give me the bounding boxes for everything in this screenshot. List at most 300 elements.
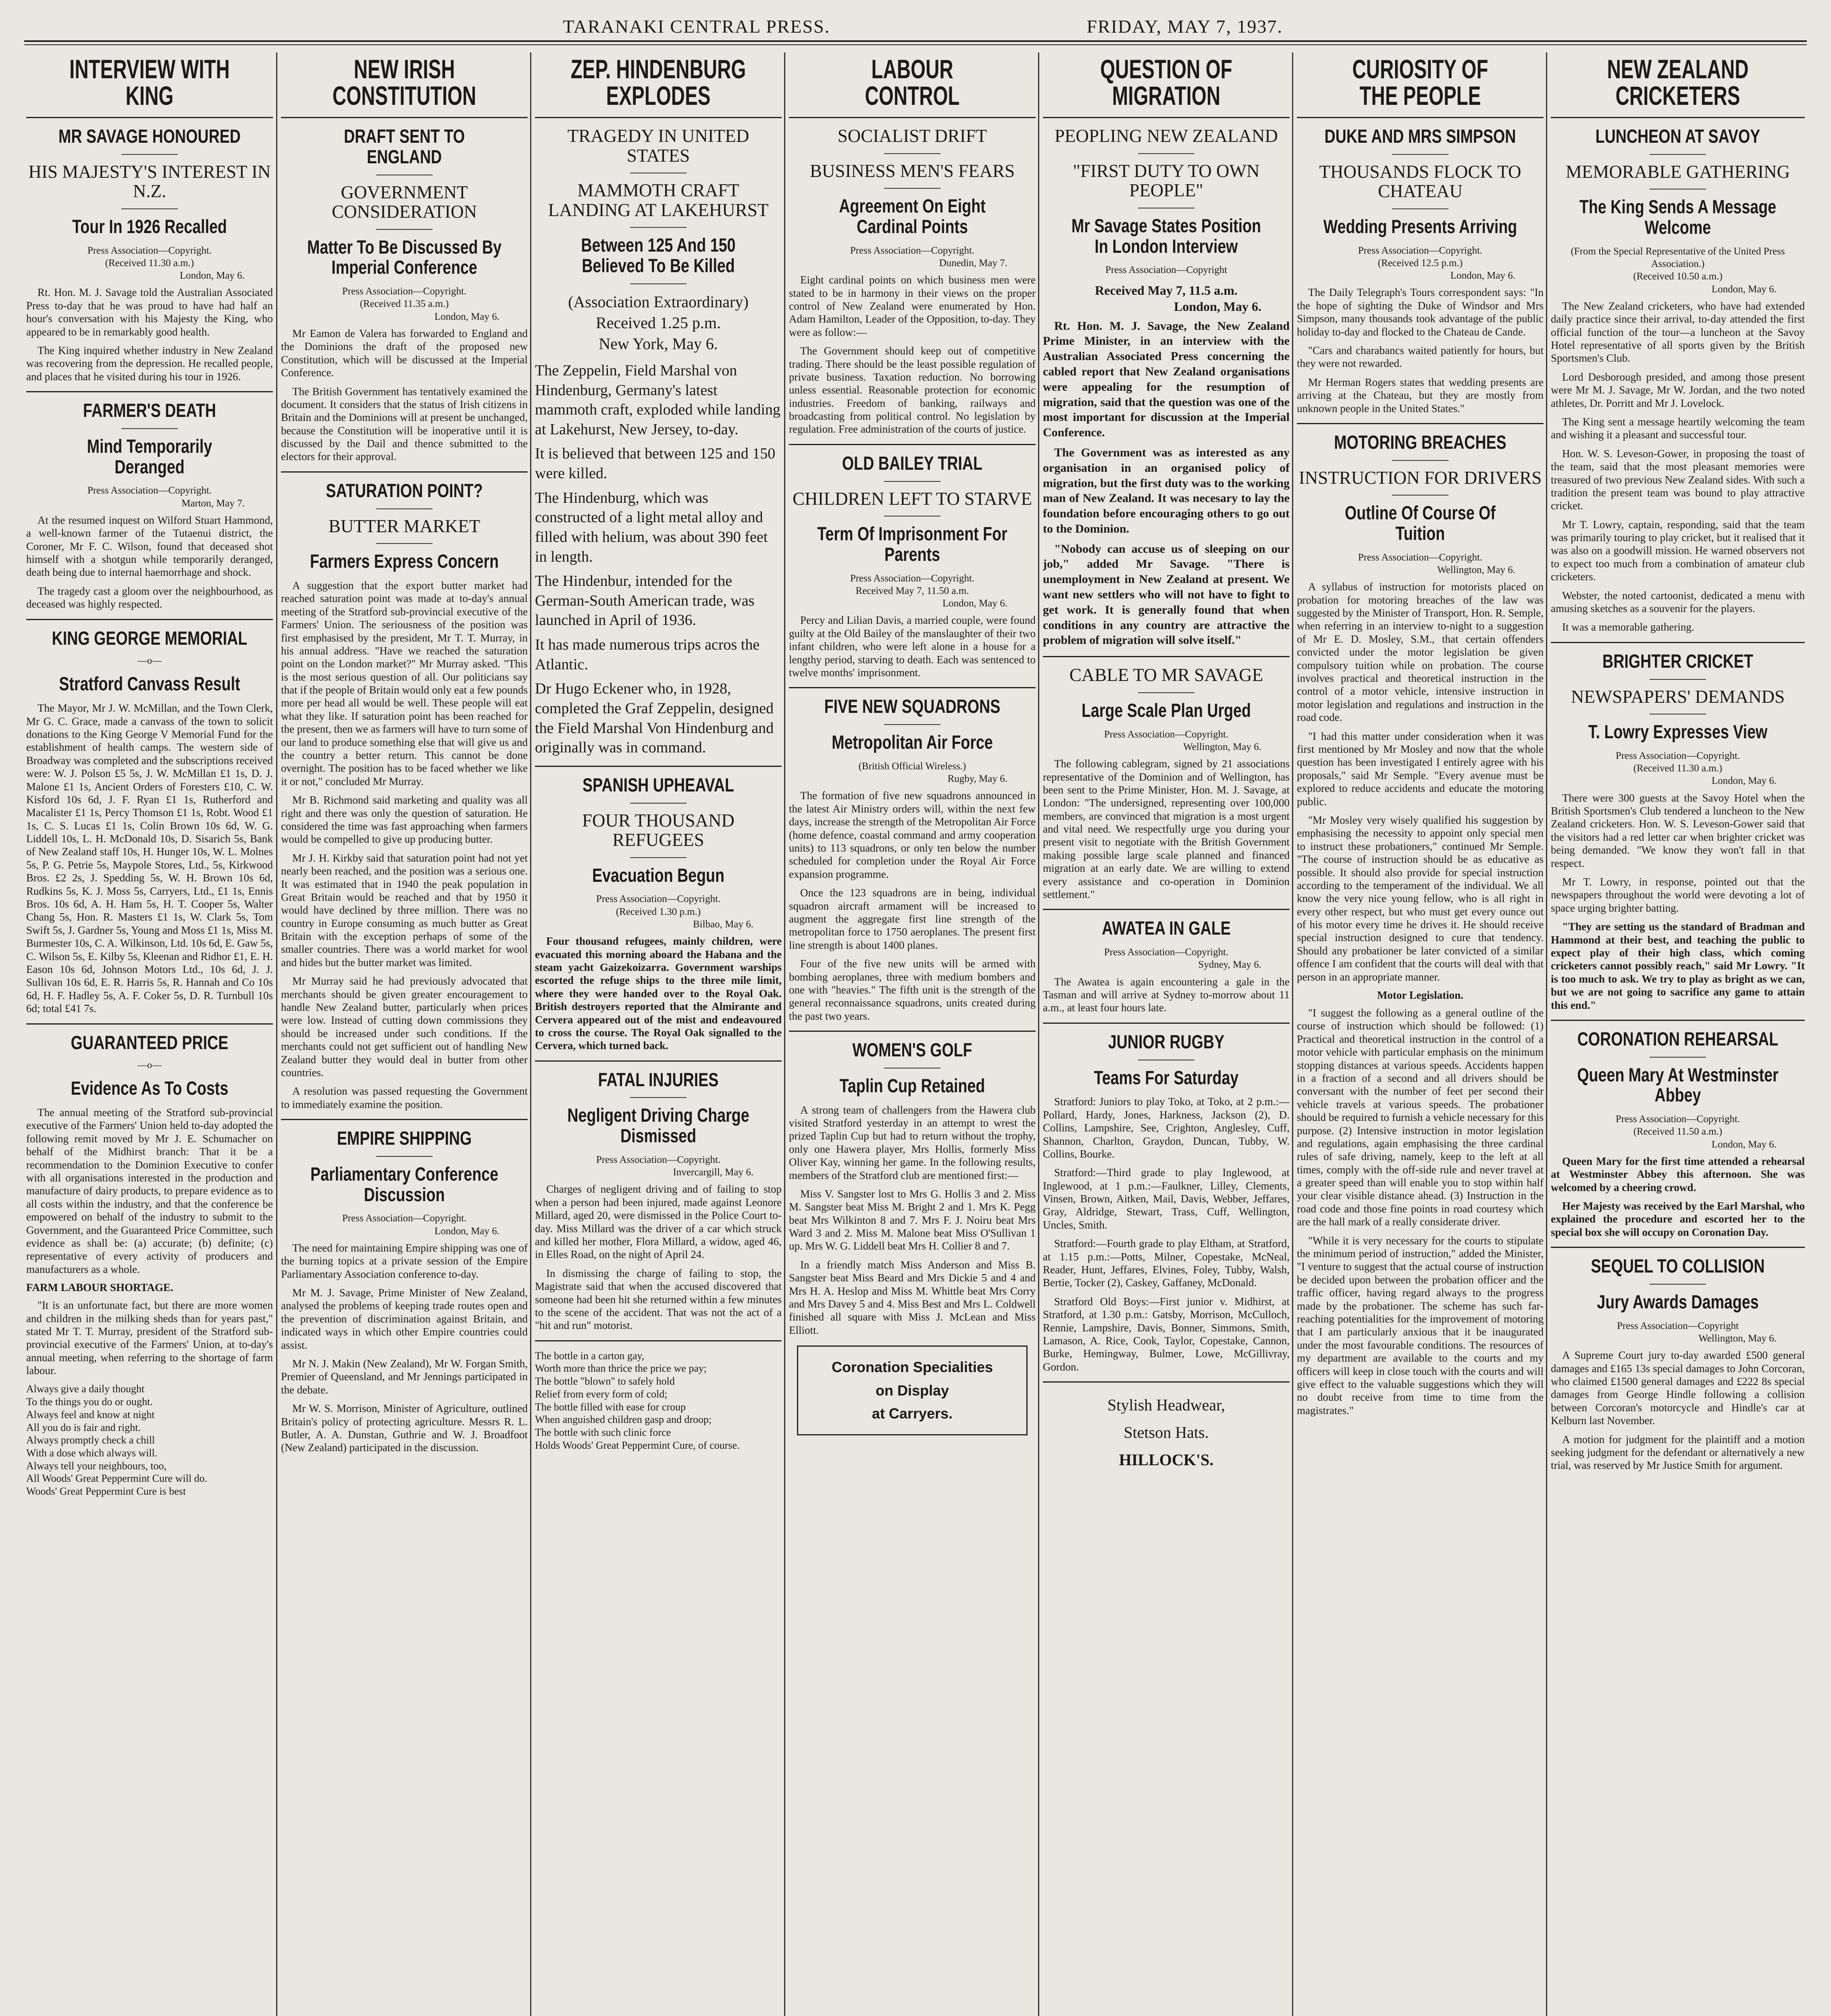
verse-line: All Woods' Great Peppermint Cure will do. — [26, 1472, 208, 1485]
section-subhead: Motor Legislation. — [1377, 989, 1463, 1002]
divider — [1297, 117, 1544, 118]
article-paragraph: Mr J. H. Kirkby said that saturation point had not yet nearly been reached, and the position was a serious one. It was estimated that in 1940 the peak population in Great Britain would be reached and that by 1950 it would have declined by three million. There was no country in Europe consuming as much butter as Great Britain with the exception perhaps of some of the smaller countries. There was a world market for wool and hides but the butter market was limited. — [281, 852, 528, 968]
subheadline: INSTRUCTION FOR DRIVERS — [1298, 467, 1542, 488]
column-rule — [784, 52, 785, 2016]
subheadline: PEOPLING NEW ZEALAND — [1054, 126, 1278, 146]
divider — [535, 117, 782, 118]
column-rule — [1546, 52, 1547, 2016]
masthead — [24, 9, 1807, 37]
dateline-place: London, May 6. — [179, 270, 245, 281]
column-rule — [530, 52, 531, 2016]
headline-empire-shipping: EMPIRE SHIPPING — [337, 1127, 472, 1149]
divider — [884, 481, 940, 482]
dateline-received: (Received 11.50 a.m.) — [1633, 1126, 1723, 1137]
article-paragraph: The tragedy cast a gloom over the neighbourhood, as deceased was highly respected. — [26, 585, 273, 610]
dateline-received: (Received 10.50 a.m.) — [1633, 271, 1723, 282]
advertisement-verse — [26, 1383, 273, 1497]
ad-line: Coronation Specialities — [831, 1359, 993, 1376]
subheadline: CHILDREN LEFT TO STARVE — [792, 488, 1032, 509]
article-paragraph: In dismissing the charge of failing to stop, the Magistrate said that when the accused discovered that someone had been hit she returned within a few minutes to the scene of the accident. That was not the act of a "hit and run" motorist. — [535, 1267, 782, 1332]
article-paragraph: Queen Mary for the first time attended a rehearsal at Westminster Abbey this afternoon. She was welcomed by a cheering crowd. — [1551, 1155, 1805, 1193]
dateline-agency: Press Association—Copyright — [1105, 264, 1228, 276]
dateline — [281, 285, 528, 323]
article-paragraph: Stratford:—Fourth grade to play Eltham, at Stratford, at 1.15 p.m.:—Potts, Milner, Copestake, McNeal, Reader, Hunt, Jeffares, Elvines, Foley, Tubby, Walsh, Bertie, Tocker (2), Caskey, Gaffaney, McDonald. — [1043, 1237, 1290, 1289]
dateline — [1551, 245, 1805, 296]
advertisement-carryers — [797, 1345, 1028, 1435]
headline-cable-to-mr-savage: CABLE TO MR SAVAGE — [1069, 665, 1263, 685]
subheadline: MAMMOTH CRAFT LANDING AT LAKEHURST — [548, 180, 769, 220]
dateline — [535, 893, 782, 931]
verse-line: Always tell your neighbours, too, — [26, 1460, 167, 1472]
article-paragraph: The New Zealand cricketers, who have had extended daily practice since their arrival, to-day attended the first official function of the tour—a luncheon at the Savoy Hotel representative of all sports given by the British Sportsmen's Club. — [1551, 300, 1805, 364]
subheadline: NEWSPAPERS' DEMANDS — [1571, 686, 1785, 707]
divider — [884, 724, 940, 725]
dateline-agency: Press Association—Copyright. — [87, 485, 212, 496]
dateline — [1297, 551, 1544, 577]
article-paragraph: Charges of negligent driving and of failing to stop when a person had been injured, made against Leonore Millard, aged 20, were dismissed in the Police Court to-day. Miss Millard was the driver of a car which struck and killed her mother, Flora Millard, a widow, aged 46, in Elles Road, on the night of April 24. — [535, 1183, 782, 1261]
subheadline: The King Sends A Message Welcome — [1579, 196, 1777, 238]
verse-line: The bottle filled with ease for croup — [535, 1401, 686, 1413]
headline-old-bailey-trial: OLD BAILEY TRIAL — [842, 452, 983, 474]
headline-sequel-to-collision: SEQUEL TO COLLISION — [1591, 1255, 1765, 1277]
article-paragraph: Mr Murray said he had previously advocated that merchants should be given greater encouragement to handle New Zealand butter, particularly when prices were low. Instead of cutting down commissions they should be increased under such conditions. If the merchants could not get sufficient out of handling New Zealand butter they would deal in butter from other countries. — [281, 975, 528, 1079]
headline-nz-cricketers: NEW ZEALAND CRICKETERS — [1607, 54, 1749, 110]
divider — [1043, 1381, 1290, 1383]
article-paragraph: "Mr Mosley very wisely qualified his suggestion by emphasising the necessity to appoint only special men to instruct these probationers," continued Mr Semple. "The course of instruction should be as educative as possible. It should also provide for special instruction according to the temperament of the individual. We all know the very nice young fellow, who is all right in every other respect, but who must get every ounce out of his motor every time he drives it. He should receive special instruction designed to cure that tendency. Should any probationer be later convicted of a similar offence I am confident that the courts will deal with that person in an appropriate manner. — [1297, 814, 1544, 983]
article-paragraph: The British Government has tentatively examined the document. It considers that the status of Irish citizens in Britain and the Dominions will at present be unchanged, because the Constitution will be inoperative until it is discussed by the Dail and thence submitted to the electors for their approval. — [281, 385, 528, 463]
dateline-place: London, May 6. — [1450, 270, 1515, 281]
divider — [1650, 679, 1706, 680]
dateline-place: London, May 6. — [1711, 775, 1777, 787]
column-rule — [276, 52, 277, 2016]
article-paragraph: Lord Desborough presided, and among those present were Mr M. J. Savage, Mr W. Jordan, and the two noted athletes, Dr. Porritt and Mr J. Lovelock. — [1551, 371, 1805, 409]
divider — [1650, 1284, 1706, 1285]
verse-line: Holds Woods' Great Peppermint Cure, of course. — [535, 1439, 740, 1451]
subheadline: SOCIALIST DRIFT — [837, 126, 987, 146]
dateline-agency: Press Association—Copyright. — [1615, 750, 1740, 761]
verse-line: The bottle "blown" to safely hold — [535, 1375, 675, 1387]
bulletin-header — [535, 292, 782, 354]
divider — [1043, 656, 1290, 657]
divider — [535, 1060, 782, 1062]
verse-line: Always give a daily thought — [26, 1383, 145, 1395]
subheadline: Taplin Cup Retained — [839, 1075, 985, 1096]
subheadline: Metropolitan Air Force — [832, 731, 993, 753]
column-2 — [281, 52, 528, 2016]
divider — [535, 766, 782, 767]
dateline-received: (Received 11.30 a.m.) — [1633, 763, 1723, 774]
article-paragraph: "I had this matter under consideration when it was first mentioned by Mr Mosley and now that the whole question has been investigated I entirely agree with his proposals," said Mr Semple. "Every avenue must be explored to reduce accidents and educate the motoring public. — [1297, 730, 1544, 808]
article-paragraph: Four of the five new units will be armed with bombing aeroplanes, three with medium bombers and one with "heavies." The fifth unit is the strength of the general reconnaissance squadrons, units created during the past two years. — [789, 958, 1036, 1022]
dateline-agency: Press Association—Copyright. — [87, 245, 212, 256]
dateline-agency: Press Association—Copyright. — [850, 573, 975, 584]
subheadline: Teams For Saturday — [1094, 1066, 1239, 1088]
masthead-rule-thin — [24, 44, 1807, 45]
divider — [789, 117, 1036, 118]
masthead-date: FRIDAY, MAY 7, 1937. — [1086, 16, 1283, 37]
dateline — [789, 760, 1036, 785]
divider — [121, 154, 178, 155]
article-paragraph: Miss V. Sangster lost to Mrs G. Hollis 3 and 2. Miss M. Sangster beat Miss M. Bright 2 and 1. Mrs K. Pegg beat Mrs Wilkinton 8 and 7. Mrs F. J. Noiru beat Mrs Ward 3 and 2. Miss M. Malone beat Miss O'Sullivan 1 up. Mrs W. G. Liddell beat Mrs H. Collier 8 and 7. — [789, 1187, 1036, 1252]
ad-line: at Carryers. — [872, 1405, 953, 1422]
article-paragraph: Dr Hugo Eckener who, in 1928, completed the Graf Zeppelin, designed the Field Marshal Von Hindenburg and originally was in command. — [535, 680, 774, 756]
dateline-place: Dunedin, May 7. — [939, 257, 1007, 269]
subheadline: MEMORABLE GATHERING — [1565, 161, 1790, 182]
divider — [630, 803, 687, 804]
article-paragraph: The Government was as interested as any organisation in an organised policy of migration, but the first duty was to the working man of New Zealand. It was necesary to lay the foundation before encouraging others to go out to the Dominion. — [1043, 446, 1290, 535]
article-paragraph: Webster, the noted cartoonist, dedicated a menu with amusing sketches as a souvenir for the players. — [1551, 589, 1805, 615]
dateline-place: Sydney, May 6. — [1198, 959, 1261, 971]
verse-line: Relief from every form of cold; — [535, 1388, 668, 1400]
divider — [26, 619, 273, 620]
article-paragraph: Mr B. Richmond said marketing and quality was all right and there was only the question of saturation. He considered the time was fast approaching when farmers would be compelled to give up producing butter. — [281, 794, 528, 846]
article-paragraph: The Daily Telegraph's Tours correspondent says: "In the hope of sighting the Duke of Windsor and Mrs Simpson, many thousands took advantage of the public holiday to-day and flocked to the Chateau de Cande. — [1297, 286, 1544, 338]
dateline-bold — [1043, 282, 1290, 314]
headline-junior-rugby: JUNIOR RUGBY — [1108, 1031, 1225, 1052]
ad-line: on Display — [875, 1382, 949, 1399]
subheadline: THOUSANDS FLOCK TO CHATEAU — [1319, 161, 1521, 202]
dateline-agency: Press Association—Copyright. — [596, 893, 721, 905]
article-paragraph: The King sent a message heartily welcoming the team and wishing it a pleasant and successful tour. — [1551, 415, 1805, 441]
article-paragraph: Stratford Old Boys:—First junior v. Midhirst, at Stratford, at 1.30 p.m.: Gatsby, Morrison, McCulloch, Rennie, Lampshire, Davis, Bonner, Simmons, Smith, Lamason, A. Rice, Cook, Taylor, Copestake, Cannon, Burke, Hemingway, Bulmer, Lowe, McGillivray, Gordon. — [1043, 1295, 1290, 1373]
dateline — [1551, 750, 1805, 787]
dateline-agency: Press Association—Copyright. — [596, 1154, 721, 1165]
verse-line: The bottle in a carton gay, — [535, 1350, 645, 1362]
subheadline: Outline Of Course Of Tuition — [1345, 502, 1496, 544]
divider — [1043, 117, 1290, 118]
bulletin-received: Received 1.25 p.m. — [596, 313, 721, 332]
headline-hindenburg-explodes: ZEP. HINDENBURG EXPLODES — [570, 54, 746, 110]
divider — [1551, 117, 1805, 118]
dateline-agency: (From the Special Representative of the United Press Association.) — [1571, 246, 1785, 270]
divider — [630, 1097, 687, 1098]
article-paragraph: Stratford: Juniors to play Toko, at Toko, at 2 p.m.:—Pollard, Hardy, Jones, Harkness, Jackson (2), D. Collins, Lampshire, See, Crighton, Anglesley, Cuff, Shannon, Charlton, Graydon, Duncan, Tubby, W. Collins, Bourke. — [1043, 1095, 1290, 1160]
article-paragraph: The need for maintaining Empire shipping was one of the burning topics at a private session of the Empire Parliamentary Association conference to-day. — [281, 1241, 528, 1280]
dateline-received: (Received 1.30 p.m.) — [616, 906, 701, 917]
divider — [376, 543, 433, 544]
article-paragraph: The Hindenburg, which was constructed of a light metal alloy and filled with helium, was about 390 feet in length. — [535, 489, 768, 565]
headline-motoring-breaches: MOTORING BREACHES — [1334, 431, 1506, 453]
divider — [1297, 423, 1544, 424]
article-paragraph: A resolution was passed requesting the Government to immediately examine the position. — [281, 1085, 528, 1110]
subheadline: TRAGEDY IN UNITED STATES — [567, 126, 749, 166]
masthead-paper-name: TARANAKI CENTRAL PRESS. — [563, 16, 830, 37]
dateline — [535, 1154, 782, 1179]
verse-line: Always feel and know at night — [26, 1408, 155, 1420]
divider — [1551, 1247, 1805, 1248]
article-paragraph: Mr W. S. Morrison, Minister of Agriculture, outlined Britain's policy of protecting agriculture. Messrs R. L. Butler, A. A. Dunstan, Guthrie and W. J. Broadfoot (New Zealand) participated in the discussion. — [281, 1402, 528, 1454]
dateline — [26, 484, 273, 510]
dateline-place: London, May 6. — [1711, 283, 1777, 295]
verse-line: All you do is fair and right. — [26, 1421, 141, 1433]
dateline — [789, 572, 1036, 610]
headline-irish-constitution: NEW IRISH CONSTITUTION — [332, 54, 476, 110]
divider — [281, 117, 528, 118]
article-paragraph: Percy and Lilian Davis, a married couple, were found guilty at the Old Bailey of the manslaughter of their two infant children, who were left alone in a house for a lengthy period, starving to death. Each was sentenced to twelve months' imprisonment. — [789, 614, 1036, 679]
article-paragraph: The Hindenbur, intended for the German-South American trade, was launched in April of 1936. — [535, 573, 755, 629]
article-paragraph: The Awatea is again encountering a gale in the Tasman and will arrive at Sydney to-morrow about 11 a.m., at least four hours late. — [1043, 975, 1290, 1014]
divider — [26, 117, 273, 118]
subheadline: BUSINESS MEN'S FEARS — [809, 160, 1015, 181]
headline-coronation-rehearsal: CORONATION REHEARSAL — [1577, 1028, 1779, 1050]
subheadline: Term Of Imprisonment For Parents — [817, 523, 1007, 565]
article-paragraph: Her Majesty was received by the Earl Marshal, who explained the procedure and escorted her to the special box she will occupy on Coronation Day. — [1551, 1200, 1805, 1238]
divider — [376, 229, 433, 230]
verse-line: Woods' Great Peppermint Cure is best — [26, 1485, 186, 1497]
dateline-received: (Received 12.5 p.m.) — [1377, 257, 1463, 269]
divider — [1043, 909, 1290, 910]
dateline-agency: Press Association—Copyright. — [1358, 552, 1483, 563]
subheadline: Mind Temporarily Deranged — [87, 435, 212, 477]
divider-dot: —o— — [137, 656, 162, 666]
dateline-agency: Press Association—Copyright. — [1615, 1114, 1740, 1125]
divider — [26, 391, 273, 392]
dateline — [26, 244, 273, 282]
dateline — [1297, 244, 1544, 282]
dateline-agency: Press Association—Copyright — [1617, 1320, 1739, 1331]
dateline-place: London, May 6. — [1174, 299, 1261, 314]
headline-guaranteed-price: GUARANTEED PRICE — [71, 1031, 229, 1053]
column-6 — [1297, 52, 1544, 2016]
article-paragraph: A syllabus of instruction for motorists placed on probation for motoring breaches of the law was suggested by the Minister of Transport, Hon. R. Semple, when referring in an interview to-night to a suggestion of Mr E. D. Mosley, S.M., that certain offenders convicted under the motor legislation be given compulsory tuition while on probation. The course involves practical and theoretical instruction in the control of a motor vehicle, intensive instruction in motor legislation and regulations and instruction in the road code. — [1297, 581, 1544, 724]
subheadline: Agreement On Eight Cardinal Points — [839, 195, 986, 237]
subheadline: FOUR THOUSAND REFUGEES — [582, 810, 734, 850]
article-paragraph: The annual meeting of the Stratford sub-provincial executive of the Farmers' Union held to-day adopted the following remit moved by Mr J. E. Schumacher on behalf of the Midhirst branch: That it be a recommendation to the Dominion Executive to confer with all organisations interested in the production and manufacture of dairy products, to prepare evidence as to all costs within the industry, and that the conference be empowered on behalf of the industry to submit to the Government, and the Guaranteed Price Committee, such evidence as shall be: (a) accurate; (b) definite; (c) representative of every activity of producers and manufacturers as a whole. — [26, 1106, 273, 1275]
verse-line: To the things you do or ought. — [26, 1396, 153, 1408]
subheadline: GOVERNMENT CONSIDERATION — [332, 182, 477, 222]
divider — [1392, 154, 1448, 155]
divider — [376, 508, 433, 509]
column-1 — [26, 52, 273, 2016]
article-paragraph: "Cars and charabancs waited patiently for hours, but they were not rewarded. — [1297, 344, 1544, 370]
divider — [281, 1119, 528, 1120]
subheadline: Farmers Express Concern — [310, 550, 499, 572]
advertisement-verse — [535, 1350, 782, 1452]
headline-spanish-upheaval: SPANISH UPHEAVAL — [582, 774, 734, 796]
ad-line: HILLOCK'S. — [1119, 1451, 1214, 1469]
subheadline: LUNCHEON AT SAVOY — [1595, 125, 1760, 147]
dateline-received: Received May 7, 11.50 a.m. — [855, 585, 969, 596]
article-paragraph: "It is an unfortunate fact, but there are more women and children in the milking sheds than for years past," stated Mr T. T. Murray, president of the Stratford sub-provincial executive of the Farmers' Union, at to-day's annual meeting, when referring to the shortage of farm labour. — [26, 1299, 273, 1377]
article-paragraph: "They are setting us the standard of Bradman and Hammond at their best, and teaching the public to expect play of their high class, which coming cricketers cannot possibly reach," said Mr Lowry. "It is too much to ask. We try to play as bright as we can, but we are not going to sacrifice any game to attain this end." — [1551, 921, 1805, 1011]
dateline-received: Received May 7, 11.5 a.m. — [1095, 283, 1238, 298]
divider — [630, 857, 687, 858]
ad-line: Stylish Headwear, — [1107, 1396, 1225, 1414]
verse-line: Always promptly check a chill — [26, 1434, 155, 1446]
divider — [1650, 189, 1706, 190]
headline-fatal-injuries: FATAL INJURIES — [598, 1068, 719, 1090]
dateline-place: Wellington, May 6. — [1698, 1333, 1777, 1344]
divider — [630, 283, 687, 284]
dateline-place: London, May 6. — [942, 598, 1007, 609]
column-rule — [1292, 52, 1293, 2016]
article-paragraph: Mr Herman Rogers states that wedding presents are arriving at the Chateau, but they are mostly from unknown people in the United States." — [1297, 376, 1544, 414]
dateline-received: (Received 11.35 a.m.) — [360, 298, 449, 310]
divider — [26, 1023, 273, 1025]
article-paragraph: Rt. Hon. M. J. Savage, the New Zealand Prime Minister, in an interview with the Australian Associated Press concerning the cabled report that New Zealand organisations were appealing for the resumption of migration, said that the question was one of the most important for discussion at the Imperial Conference. — [1043, 319, 1290, 439]
headline-labour-control: LABOUR CONTROL — [865, 54, 960, 110]
article-paragraph: In a friendly match Miss Anderson and Miss B. Sangster beat Miss Beard and Mrs Dickie 5 and 4 and Mrs H. A. Heslop and Miss M. Whittle beat Mrs Corry and Mrs Davey 5 and 4. Miss Best and Mrs L. Coldwell finished all square with Miss J. McLean and Miss Elliott. — [789, 1258, 1036, 1336]
article-paragraph: "I suggest the following as a general outline of the course of instruction which should be followed: (1) Practical and theoretical instruction in the control of a motor vehicle with particular emphasis on the minimum stopping distances at various speeds. Accidents happen in a fraction of a second and all drivers should be conversant with the number of feet per second their vehicle travels at various speeds. The probationer should be required to furnish a vehicle necessary for this purpose. (2) Intensive instruction in motor legislation and regulations, again emphasising the three cardinal rules of safe driving, namely, keep to the left at all times, comply with the off-side rule and never travel at a greater speed than will enable you to stop within half your clear visible distance ahead. (3) Instruction in the road code and those fine points in road courtesy which are the hall mark of a really considerate driver. — [1297, 1007, 1544, 1228]
article-paragraph: A suggestion that the export butter market had reached saturation point was made at to-day's annual meeting of the Stratford sub-provincial executive of the Farmers' Union. The seriousness of the position was first emphasised by the president, Mr T. T. Murray, in his annual address. "Have we reached the saturation point on the London market?" Mr Murray asked. "This is the most serious question of all. Our politicians say that if the people of Britain would only eat a few pounds more per head all would be well. These people will eat what they like. If saturation point has been reached for the present, then we as farmers will have to turn some of our land to produce something else that will give us and the country a better return. This cannot be done overnight. The position has to be faced whether we like it or not," concluded Mr Murray. — [281, 579, 528, 787]
advertisement-hillocks — [1051, 1391, 1282, 1474]
article-paragraph: It was a memorable gathering. — [1562, 621, 1694, 633]
article-paragraph: The following cablegram, signed by 21 associations representative of the Dominion and of Wellington, has been sent to the Prime Minister, Hon. M. J. Savage, at London: "The undersigned, representing over 100,000 members, are convinced that migration is a most urgent and vital need. We respectfully urge you during your present visit to negotiate with the British Government making possible large scale planned and financed migration at an early date. We are willing to extend every assistance and co-operation in Dominion settlement." — [1043, 758, 1290, 901]
headline-king-george-memorial: KING GEORGE MEMORIAL — [52, 627, 248, 649]
divider-dot: —o— — [137, 1060, 162, 1071]
dateline-agency: Press Association—Copyright. — [850, 245, 975, 256]
subheadline: Mr Savage States Position In London Interview — [1071, 215, 1261, 257]
article-paragraph: Mr M. J. Savage, Prime Minister of New Zealand, analysed the problems of keeping trade routes open and the prevention of discrimination against Britain, and indicated ways in which other Empire countries could assist. — [281, 1287, 528, 1351]
subheadline: Negligent Driving Charge Dismissed — [567, 1104, 749, 1147]
article-paragraph: A Supreme Court jury to-day awarded £500 general damages and £165 13s special damages to John Corcoran, who claimed £1500 general damages and £222 8s special damages from George Hindle following a collision between Corcoran's motorcycle and Hindle's car at Kelburn last November. — [1551, 1349, 1805, 1427]
article-paragraph: The King inquired whether industry in New Zealand was recovering from the depression. He recalled people, and places that he visited during his tour in 1926. — [26, 344, 273, 383]
subheadline: Tour In 1926 Recalled — [72, 215, 227, 237]
dateline — [1043, 728, 1290, 754]
divider — [789, 1031, 1036, 1032]
subheadline: Queen Mary At Westminster Abbey — [1577, 1064, 1779, 1106]
divider — [1392, 208, 1448, 209]
verse-line: Worth more than thrice the price we pay; — [535, 1362, 707, 1375]
article-paragraph: Mr Eamon de Valera has forwarded to England and the Dominions the draft of the proposed new Constitution, which will be discussed at the Imperial Conference. — [281, 327, 528, 379]
bulletin-label: (Association Extraordinary) — [568, 292, 749, 311]
dateline — [789, 244, 1036, 270]
subheadline: MR SAVAGE HONOURED — [58, 125, 241, 147]
divider — [884, 188, 940, 189]
headline-curiosity-of-people: CURIOSITY OF THE PEOPLE — [1352, 54, 1488, 110]
divider — [1650, 154, 1706, 155]
dateline-place: Marton, May 7. — [181, 498, 245, 509]
subheadline: Matter To Be Discussed By Imperial Conference — [307, 236, 501, 278]
column-5 — [1043, 52, 1290, 2016]
article-paragraph: It has made numerous trips acros the Atlantic. — [535, 636, 760, 673]
dateline-agency: Press Association—Copyright. — [1358, 245, 1483, 256]
subheadline: HIS MAJESTY'S INTEREST IN N.Z. — [28, 161, 271, 202]
column-7 — [1551, 52, 1805, 2016]
article-paragraph: Stratford:—Third grade to play Inglewood, at Inglewood, at 1 p.m.:—Faulkner, Lilley, Clements, Vinsen, Brown, Aitken, Mail, Davis, Webber, Jeffares, Gray, Aldridge, Stewart, Trass, Cuff, Wellington, Uncles, Smith. — [1043, 1166, 1290, 1231]
divider — [1551, 1020, 1805, 1021]
divider — [121, 208, 178, 209]
dateline — [281, 1212, 528, 1237]
article-paragraph: There were 300 guests at the Savoy Hotel when the British Sportsmen's Club tendered a luncheon to the New Zealand cricketers. Hon. W. S. Leveson-Gower said that the visitors had a red letter car when brighter cricket was being demanded. "We know they won't fall in that respect. — [1551, 791, 1805, 869]
verse-line: The bottle with such clinic force — [535, 1427, 671, 1439]
section-subhead: FARM LABOUR SHORTAGE. — [26, 1281, 173, 1294]
article-paragraph: A strong team of challengers from the Hawera club visited Stratford yesterday in an attempt to wrest the prized Taplin Cup but had to return without the trophy, only one Hawera player, Mrs Hollis, formerly Miss Oliver Kay, winning her game. In the following results, members of the Stratford club are mentioned first:— — [789, 1104, 1036, 1181]
dateline-place: Bilbao, May 6. — [693, 918, 753, 930]
article-paragraph: "Nobody can accuse us of sleeping on our job," added Mr Savage. "There is unemployment in New Zealand at present. We want new settlers who will not have to fight to get work. It is generally found that when conditions in any country are attractive the problem of migration will solve itself." — [1043, 542, 1290, 647]
article-paragraph: The Mayor, Mr J. W. McMillan, and the Town Clerk, Mr G. C. Grace, made a canvass of the town to solicit donations to the King George V Memorial Fund for the establishment of health camps. The western side of Broadway was completed and the subscriptions received were: W. J. Polson £5 5s, J. W. McMillan £1 1s, D. J. Malone £1 1s, Ancient Orders of Foresters £10, C. W. Kisford 10s 6d, J. F. Ryan £1 1s, Rutherford and Macalister £1 1s, Percy Thomson £1 1s, Robt. Wood £1 1s, C. S. Lucas £1 1s, Colin Brown 10s 6d, W. G. Liddell 10s, L. H. McDonald 10s, D. Sisarich 5s, Bank of New Zealand staff 10s, H. Hunger 10s, W. L. Molnes 5s, P. G. Petrie 5s, Maypole Stores, Ltd., 5s, Kirkwood Bros. £2 2s, J. Spedding 5s, W. H. Brown 10s 6d, Rudkins 5s, K. J. Moss 5s, Carryers, Ltd., £1 1s, Ennis Bros. 10s 6d, A. H. Ham 5s, H. T. Cooper 5s, Walter Chang 5s, Hon. R. Masters £1 1s, W. Clark 5s, Tom Swift 5s, J. Gardner 5s, Young and Moss £1 1s, Miss M. Burmester 10s, C. A. Wilkinson, Ltd. 10s 6d, E. Gaw 5s, C. Wilson 5s, E. Kilby 5s, Kleenan and Ridhor £1, E. H. Eason 10s 6d, Johnson Motors Ltd., 10s 6d, J. J. Sullivan 10s 6d, E. R. Harris 5s, R. Hannah and Co 10s 6d, H. F. Hadley 5s, A. F. Coker 5s, D. R. Turnbull 10s 6d; total £41 7s. — [26, 702, 273, 1015]
bulletin-place: New York, May 6. — [599, 334, 718, 353]
divider — [535, 1340, 782, 1341]
divider — [630, 227, 687, 228]
dateline-place: Invercargill, May 6. — [673, 1167, 753, 1178]
article-paragraph: Four thousand refugees, mainly children, were evacuated this morning aboard the Habana and the steam yacht Gaizekoizarra. Government warships escorted the refuge ships to the three mile limit, where they were handed over to the Royal Oak. British destroyers reported that the Almirante and Cervera appeared out of the mist and endeavoured to cross the course. The Royal Oak signalled to the Cervera, which turned back. — [535, 935, 782, 1052]
column-3 — [535, 52, 782, 2016]
dateline-place: Wellington, May 6. — [1437, 564, 1515, 576]
article-paragraph: Hon. W. S. Leveson-Gower, in proposing the toast of the team, said that the most pleasant memories were treasured of two previous New Zealand sides. With such a tradition the present team was bound to play attractive cricket. — [1551, 447, 1805, 512]
subheadline: DUKE AND MRS SIMPSON — [1324, 125, 1516, 147]
divider — [376, 1156, 433, 1157]
article-paragraph: Mr N. J. Makin (New Zealand), Mr W. Forgan Smith, Premier of Queensland, and Mr Jennings participated in the debate. — [281, 1358, 528, 1396]
verse-line: When anguished children gasp and droop; — [535, 1414, 712, 1426]
divider — [1043, 1023, 1290, 1024]
subheadline: Between 125 And 150 Believed To Be Killed — [581, 234, 736, 277]
subheadline: Stratford Canvass Result — [59, 673, 240, 695]
article-paragraph: At the resumed inquest on Wilford Stuart Hammond, a well-known farmer of the Tutaenui district, the Coroner, Mr F. C. Wilson, found that deceased shot himself with a shotgun while temporarily deranged, death being due to internal haemorrhage and shock. — [26, 514, 273, 579]
article-paragraph: It is believed that between 125 and 150 were killed. — [535, 445, 776, 482]
article-paragraph: Once the 123 squadrons are in being, individual squadron aircraft armament will be increased to augment the aggregate first line strength of the metropolitan force to 1750 aeroplanes. The present first line strength is about 1400 planes. — [789, 887, 1036, 951]
dateline-agency: Press Association—Copyright. — [342, 286, 467, 297]
article-paragraph: Mr T. Lowry, in response, pointed out that the newspapers throughout the world were devoting a lot of space urging brighter batting. — [1551, 876, 1805, 914]
article-paragraph: The formation of five new squadrons announced in the latest Air Ministry orders will, within the next few days, increase the strength of the Metropolitan Air Force (home defence, coastal command and army cooperation units) to 113 squadrons, or only ten below the number scheduled for completion under the Royal Air Force expansion programme. — [789, 789, 1036, 880]
headline-awatea-in-gale: AWATEA IN GALE — [1102, 917, 1231, 939]
article-paragraph: The Government should keep out of competitive trading. There should be the least possible regulation of private business. Taxation reduction. No borrowing unless essential. Reasonable protection for economic industries. Freedom of banking, railways and broadcasting from political control. No legislation by regulation. Free administration of the courts of justice. — [789, 345, 1036, 435]
article-paragraph: A motion for judgment for the plaintiff and a motion seeking judgment for the defendant or alternatively a new trial, was reserved by Mr Justice Smith for argument. — [1551, 1433, 1805, 1472]
headline-question-of-migration: QUESTION OF MIGRATION — [1100, 54, 1232, 110]
article-paragraph: Rt. Hon. M. J. Savage told the Australian Associated Press to-day that he was proud to have had half an hour's conversation with his Majesty the King, who appeared to be in remarkably good health. — [26, 286, 273, 338]
divider — [884, 153, 940, 154]
column-rule — [1038, 52, 1039, 2016]
dateline-agency: Press Association—Copyright. — [1104, 729, 1229, 740]
subheadline: "FIRST DUTY TO OWN PEOPLE" — [1073, 160, 1260, 201]
masthead-rule — [24, 40, 1807, 42]
dateline — [1551, 1113, 1805, 1151]
divider — [281, 471, 528, 473]
headline-five-new-squadrons: FIVE NEW SQUADRONS — [824, 696, 1001, 717]
subheadline: Evacuation Begun — [592, 864, 724, 886]
column-4 — [789, 52, 1036, 2016]
divider — [1650, 1057, 1706, 1058]
subheadline: Jury Awards Damages — [1597, 1291, 1759, 1313]
divider — [789, 687, 1036, 688]
subheadline: T. Lowry Expresses View — [1588, 721, 1768, 743]
dateline-place: Wellington, May 6. — [1183, 741, 1261, 752]
dateline-place: Rugby, May 6. — [947, 773, 1007, 785]
verse-line: With a dose which always will. — [26, 1447, 158, 1459]
headline-womens-golf: WOMEN'S GOLF — [852, 1039, 972, 1061]
headline-brighter-cricket: BRIGHTER CRICKET — [1602, 650, 1753, 672]
dateline-place: London, May 6. — [434, 1225, 499, 1237]
article-paragraph: "While it is very necessary for the courts to stipulate the minimum period of instruction," added the Minister, "I venture to suggest that the actual course of instruction be decided upon between the probation officer and the traffic officer, having regard always to the progress made by the probationer. The scheme has such far-reaching potentialities for the improvement of motoring that I am particularly anxious that it be inaugurated under the most favourable conditions. The resources of my department are available to the courts and my officers will keep in close touch with the courts and will give effect to the valuable suggestions which they will no doubt receive from time to time from the magistrates." — [1297, 1234, 1544, 1416]
divider — [1392, 460, 1448, 461]
headline-saturation-point: SATURATION POINT? — [326, 479, 483, 501]
divider — [1138, 153, 1194, 154]
subheadline: Evidence As To Costs — [71, 1077, 229, 1099]
headline-farmers-death: FARMER'S DEATH — [83, 400, 216, 421]
dateline-place: London, May 6. — [1711, 1139, 1777, 1150]
article-paragraph: Mr T. Lowry, captain, responding, said that the team was primarily touring to play cricket, but it realised that it was also on a goodwill mission. He warned observers not to expect too much from a combination of amateur club cricketers. — [1551, 518, 1805, 583]
subheadline: BUTTER MARKET — [328, 516, 481, 536]
dateline-agency: (British Official Wireless.) — [858, 760, 966, 772]
dateline-received: (Received 11.30 a.m.) — [105, 257, 194, 269]
subheadline: DRAFT SENT TO ENGLAND — [343, 125, 465, 167]
article-paragraph: Eight cardinal points on which business men were stated to be in harmony in their views on the proper control of New Zealand were enumerated by Hon. Adam Hamilton, Leader of the Opposition, to-day. They were as follow:— — [789, 274, 1036, 338]
dateline-agency: Press Association—Copyright. — [342, 1213, 467, 1224]
dateline — [1551, 1320, 1805, 1345]
dateline-place: London, May 6. — [434, 311, 499, 322]
divider — [1138, 692, 1194, 693]
ad-line: Stetson Hats. — [1124, 1423, 1209, 1442]
headline-king-interview: INTERVIEW WITH KING — [69, 54, 230, 110]
subheadline: Large Scale Plan Urged — [1081, 699, 1251, 721]
subheadline: Parliamentary Conference Discussion — [310, 1163, 499, 1205]
divider — [1392, 495, 1448, 496]
divider — [789, 444, 1036, 445]
dateline — [1043, 946, 1290, 971]
dateline-agency: Press Association—Copyright. — [1104, 947, 1229, 958]
divider — [1551, 642, 1805, 643]
article-paragraph: The Zeppelin, Field Marshal von Hindenburg, Germany's latest mammoth craft, exploded while landing at Lakehurst, New Jersey, to-day. — [535, 362, 780, 438]
